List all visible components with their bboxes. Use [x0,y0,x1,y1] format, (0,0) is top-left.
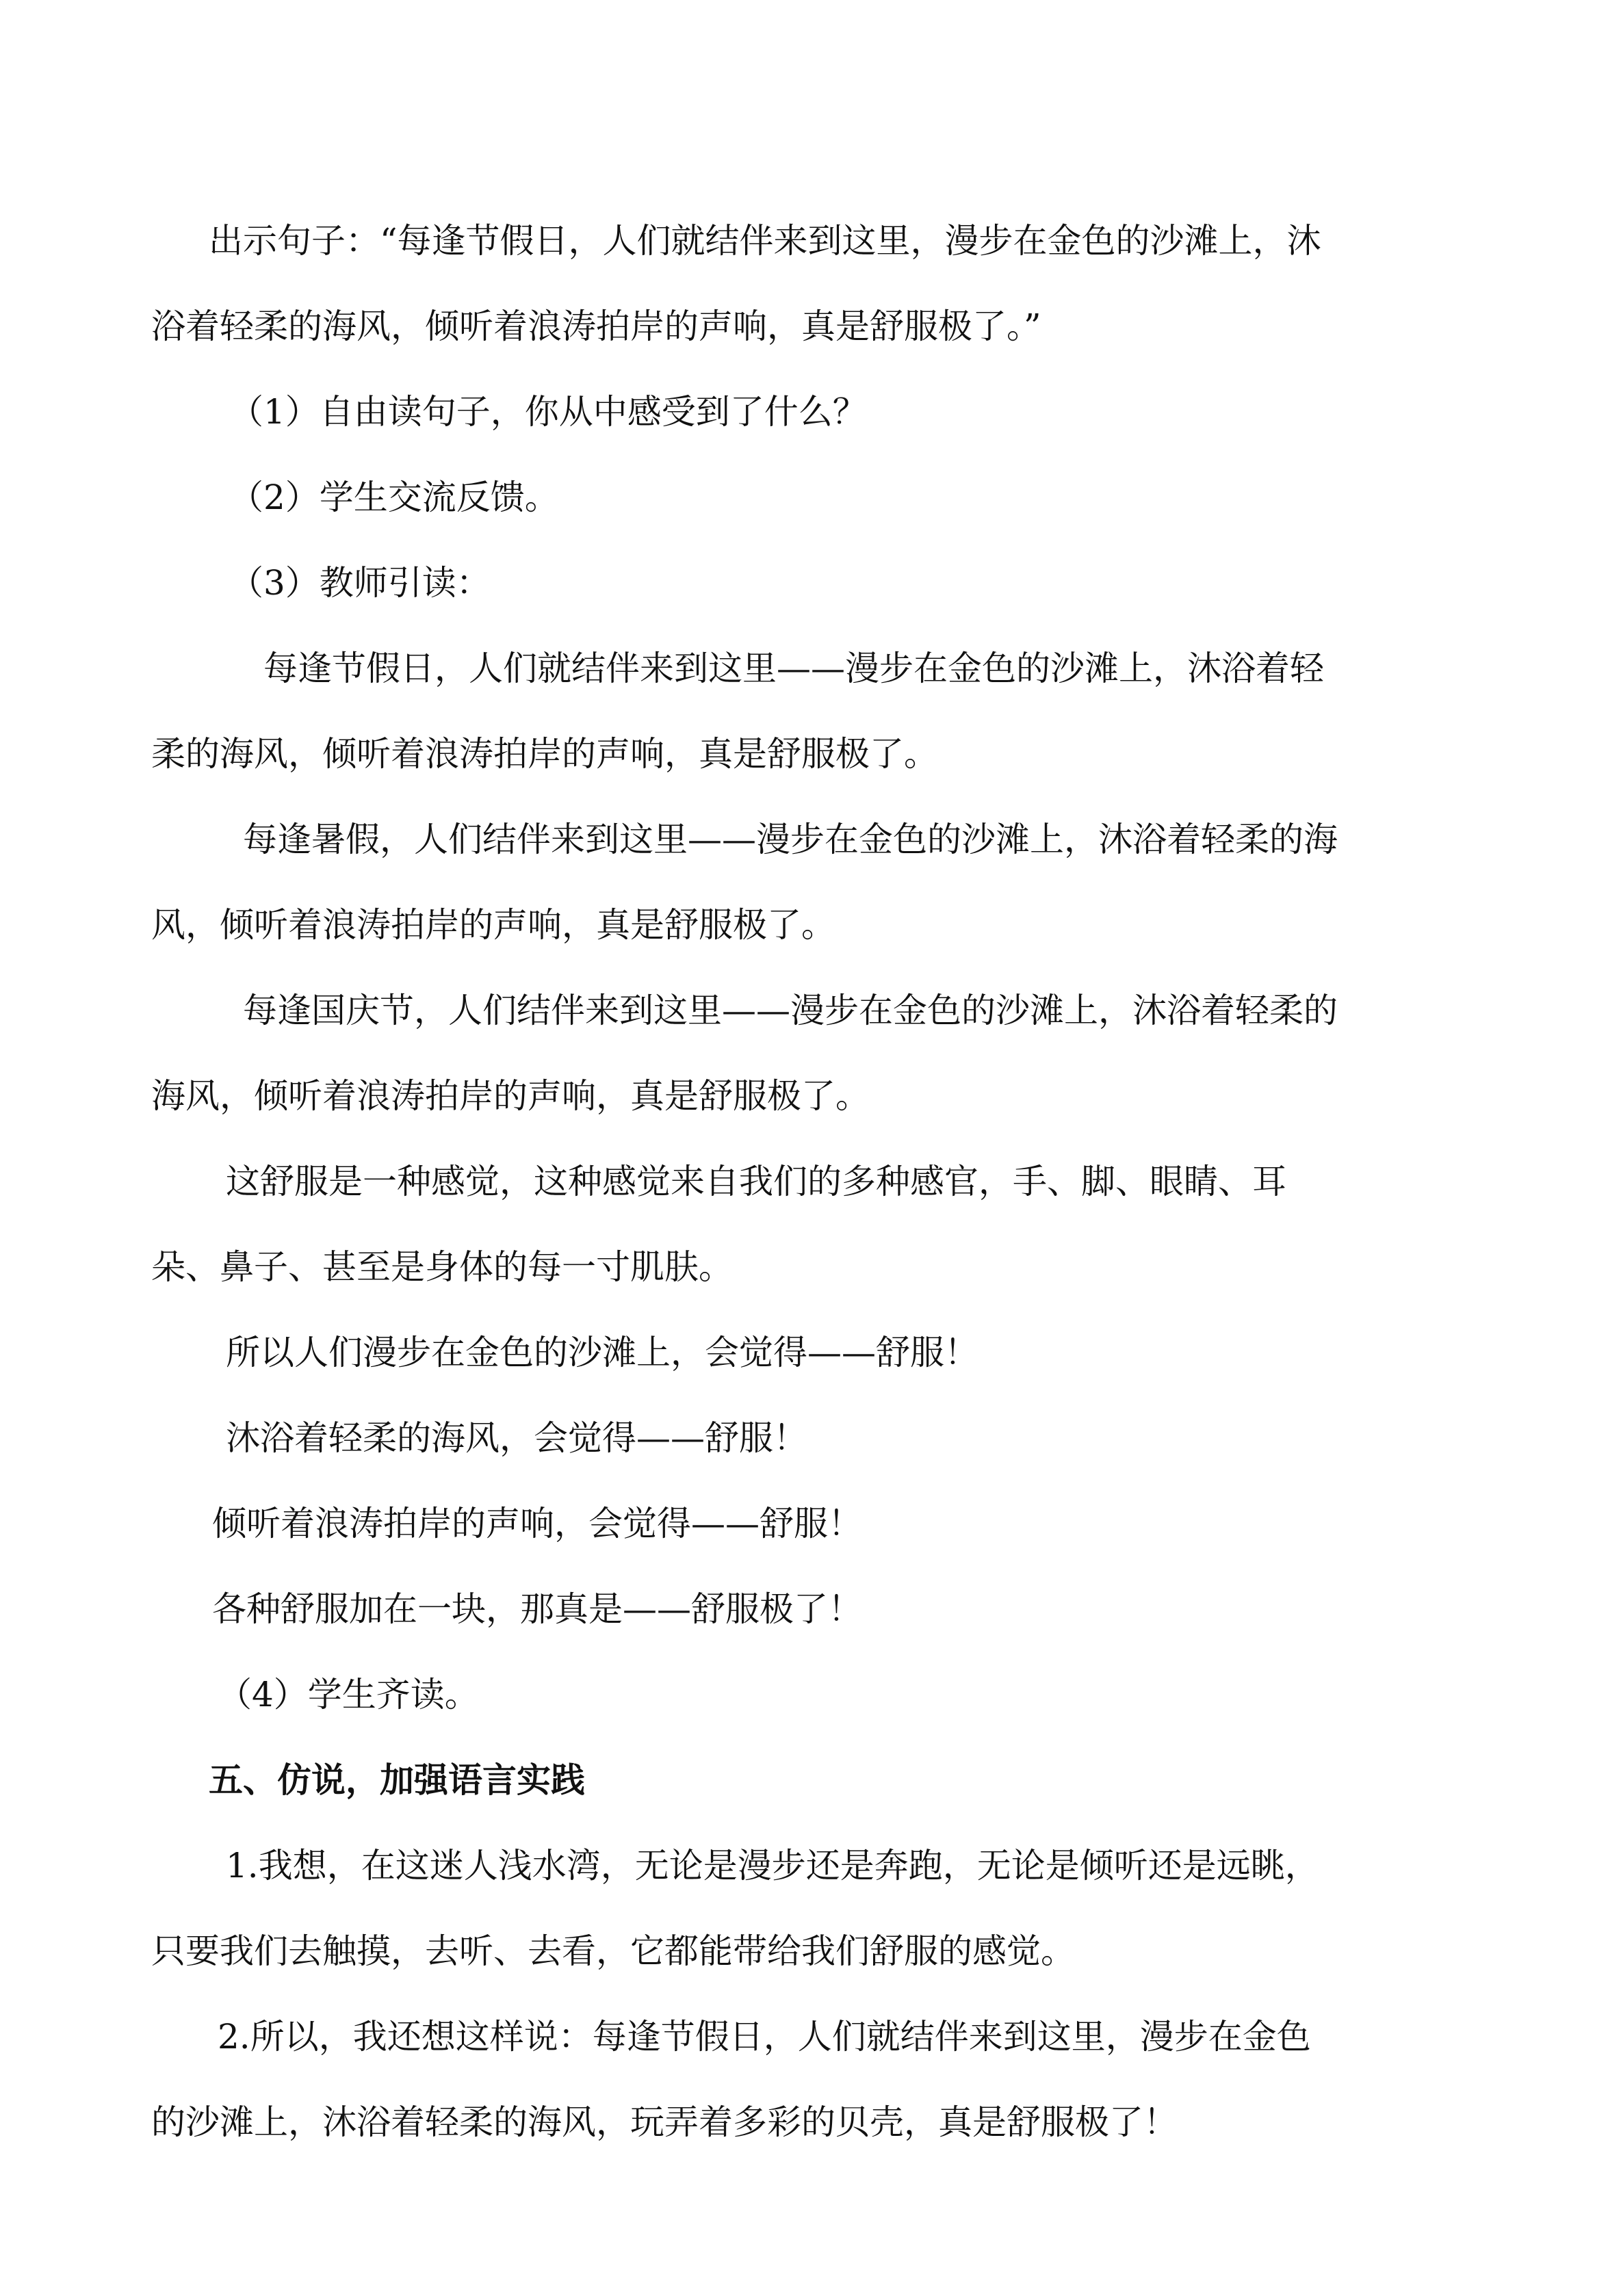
paragraph-line-22: 2.所以，我还想这样说：每逢节假日，人们就结伴来到这里，漫步在金色 [218,2017,1311,2057]
paragraph-line-1: 出示句子：“每逢节假日，人们就结伴来到这里，漫步在金色的沙滩上，沐 [209,221,1321,261]
paragraph-line-12: 这舒服是一种感觉，这种感觉来自我们的多种感官，手、脚、眼睛、耳 [226,1162,1286,1201]
paragraph-line-11: 海风，倾听着浪涛拍岸的声响，真是舒服极了。 [151,1076,870,1116]
paragraph-line-17: 各种舒服加在一块，那真是——舒服极了！ [212,1589,862,1629]
paragraph-line-15: 沐浴着轻柔的海风，会觉得——舒服！ [226,1418,807,1458]
paragraph-line-2: 浴着轻柔的海风，倾听着浪涛拍岸的声响，真是舒服极了。” [151,306,1041,346]
paragraph-line-9: 风，倾听着浪涛拍岸的声响，真是舒服极了。 [151,905,835,945]
paragraph-line-7: 柔的海风，倾听着浪涛拍岸的声响，真是舒服极了。 [151,734,938,774]
section-heading: 五、仿说，加强语言实践 [209,1760,585,1800]
paragraph-line-13: 朵、鼻子、甚至是身体的每一寸肌肤。 [151,1247,733,1287]
list-item-2: （2）学生交流反馈。 [229,478,559,517]
list-item-3: （3）教师引读： [229,563,491,603]
paragraph-line-20: 1.我想，在这迷人浅水湾，无论是漫步还是奔跑，无论是倾听还是远眺， [226,1846,1319,1886]
list-item-1: （1）自由读句子，你从中感受到了什么？ [229,392,867,432]
paragraph-line-21: 只要我们去触摸，去听、去看，它都能带给我们舒服的感觉。 [151,1931,1075,1971]
list-item-4: （4）学生齐读。 [218,1675,479,1714]
paragraph-line-10: 每逢国庆节，人们结伴来到这里——漫步在金色的沙滩上，沐浴着轻柔的 [243,991,1338,1030]
paragraph-line-8: 每逢暑假，人们结伴来到这里——漫步在金色的沙滩上，沐浴着轻柔的海 [243,820,1338,859]
paragraph-line-14: 所以人们漫步在金色的沙滩上，会觉得——舒服！ [226,1333,978,1372]
paragraph-line-23: 的沙滩上，沐浴着轻柔的海风，玩弄着多彩的贝壳，真是舒服极了！ [151,2102,1178,2142]
paragraph-line-6: 每逢节假日，人们就结伴来到这里——漫步在金色的沙滩上，沐浴着轻 [263,649,1324,688]
paragraph-line-16: 倾听着浪涛拍岸的声响，会觉得——舒服！ [212,1504,862,1543]
